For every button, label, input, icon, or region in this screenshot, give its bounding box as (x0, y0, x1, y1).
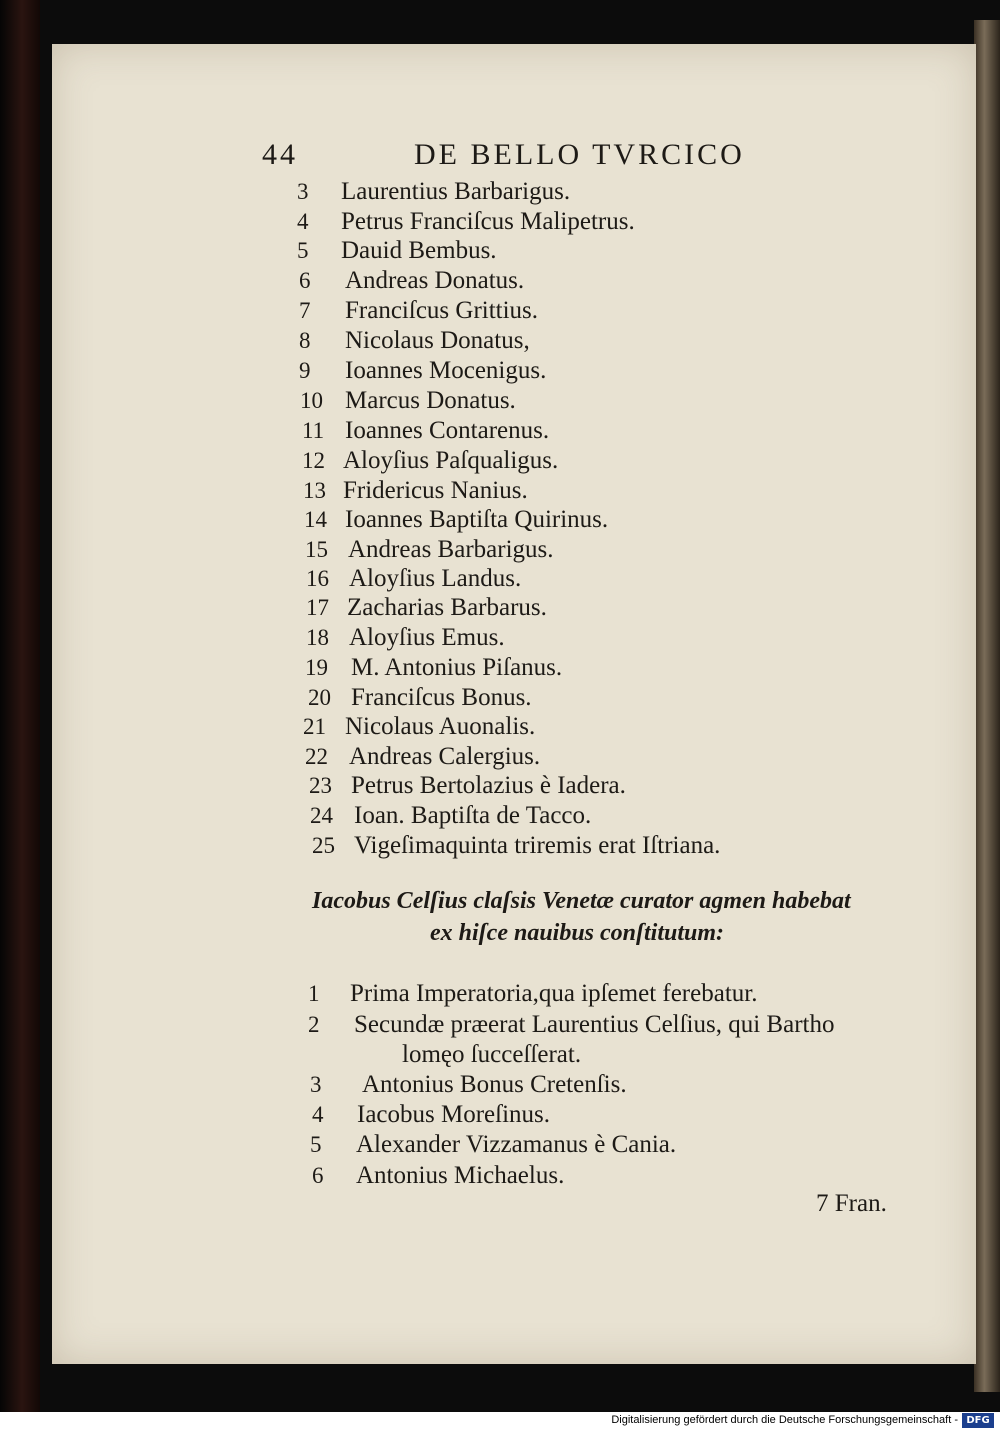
list1-entry-number: 19 (305, 655, 328, 680)
list2-entry-name: Iacobus Moreſinus. (357, 1101, 551, 1128)
list1-entry-number: 23 (309, 773, 332, 798)
list1-entry-number: 4 (297, 209, 309, 234)
list2-entry-name: Antonius Bonus Cretenſis. (362, 1071, 627, 1098)
list1-entry-name: Andreas Donatus. (345, 267, 525, 294)
list1-entry-name: Andreas Barbarigus. (348, 536, 554, 563)
list1-entry-number: 10 (300, 388, 323, 413)
list1-entry-number: 21 (303, 714, 326, 739)
list1-entry-name: Dauid Bembus. (341, 237, 497, 264)
list1-entry-name: Fridericus Nanius. (343, 477, 528, 504)
caption-line-1: Iacobus Celſius claſsis Venetæ curator agmen habebat (312, 888, 851, 914)
list1-entry-name: Ioan. Baptiſta de Tacco. (354, 802, 592, 829)
list2-entry-number: 3 (310, 1072, 322, 1097)
dfg-logo: DFG (962, 1413, 994, 1428)
list1-entry-name: Nicolaus Auonalis. (345, 713, 536, 740)
list1-entry-name: Petrus Franciſcus Malipetrus. (341, 208, 635, 235)
list2-entry-number: 6 (312, 1163, 324, 1188)
list1-entry-number: 14 (304, 507, 327, 532)
list2-entry-name: Antonius Michaelus. (356, 1162, 565, 1189)
list1-entry-number: 11 (302, 418, 325, 443)
list1-entry-name: Petrus Bertolazius è Iadera. (351, 772, 626, 799)
catchword: 7 Fran. (816, 1190, 887, 1217)
list2-entry-number: 5 (310, 1132, 322, 1157)
funding-credit: Digitalisierung gefördert durch die Deutsche Forschungsgemeinschaft - (611, 1414, 958, 1426)
list1-entry-name: Nicolaus Donatus, (345, 327, 530, 354)
book-spine-edge (0, 0, 40, 1412)
list1-entry-name: Zacharias Barbarus. (347, 594, 547, 621)
list1-entry-name: Vigeſimaquinta triremis erat Iſtriana. (354, 832, 721, 859)
list2-entry-name: Alexander Vizzamanus è Cania. (356, 1131, 677, 1158)
list1-entry-number: 18 (306, 625, 329, 650)
list1-entry-number: 9 (299, 358, 311, 383)
list1-entry-number: 20 (308, 685, 331, 710)
list1-entry-name: Marcus Donatus. (345, 387, 516, 414)
list1-entry-number: 5 (297, 238, 309, 263)
list1-entry-number: 12 (302, 448, 325, 473)
list1-entry-name: Laurentius Barbarigus. (341, 178, 571, 205)
digitization-footer (0, 1412, 1000, 1430)
list1-entry-name: Ioannes Contarenus. (345, 417, 550, 444)
list1-entry-name: M. Antonius Piſanus. (351, 654, 563, 681)
list1-entry-number: 17 (306, 595, 329, 620)
list1-entry-number: 6 (299, 268, 311, 293)
list2-entry-number: 2 (308, 1012, 320, 1037)
list1-entry-number: 13 (303, 478, 326, 503)
list1-entry-number: 7 (299, 298, 311, 323)
list1-entry-name: Aloyſius Emus. (349, 624, 505, 651)
list1-entry-number: 16 (306, 566, 329, 591)
list1-entry-name: Ioannes Baptiſta Quirinus. (345, 506, 609, 533)
list2-entry-number: 1 (308, 981, 320, 1006)
list1-entry-name: Aloyſius Paſqualigus. (343, 447, 559, 474)
list1-entry-name: Franciſcus Bonus. (351, 684, 532, 711)
list1-entry-number: 3 (297, 179, 309, 204)
list1-entry-number: 15 (305, 537, 328, 562)
page-number: 44 (262, 138, 298, 171)
page-stack-edge (974, 20, 1000, 1392)
list1-entry-name: Ioannes Mocenigus. (345, 357, 547, 384)
list1-entry-name: Aloyſius Landus. (349, 565, 522, 592)
list1-entry-number: 8 (299, 328, 311, 353)
list1-entry-number: 24 (310, 803, 333, 828)
list1-entry-name: Andreas Calergius. (349, 743, 541, 770)
list2-entry-number: 4 (312, 1102, 324, 1127)
list1-entry-name: Franciſcus Grittius. (345, 297, 539, 324)
running-title: DE BELLO TVRCICO (414, 138, 745, 171)
list2-entry-name: lomęo ſucceſſerat. (402, 1041, 582, 1068)
list2-entry-name: Prima Imperatoria,qua ipſemet ferebatur. (350, 980, 758, 1007)
list1-entry-number: 22 (305, 744, 328, 769)
list2-entry-name: Secundæ præerat Laurentius Celſius, qui Bartho (354, 1011, 835, 1038)
list1-entry-number: 25 (312, 833, 335, 858)
caption-line-2: ex hiſce nauibus conſtitutum: (430, 920, 725, 946)
